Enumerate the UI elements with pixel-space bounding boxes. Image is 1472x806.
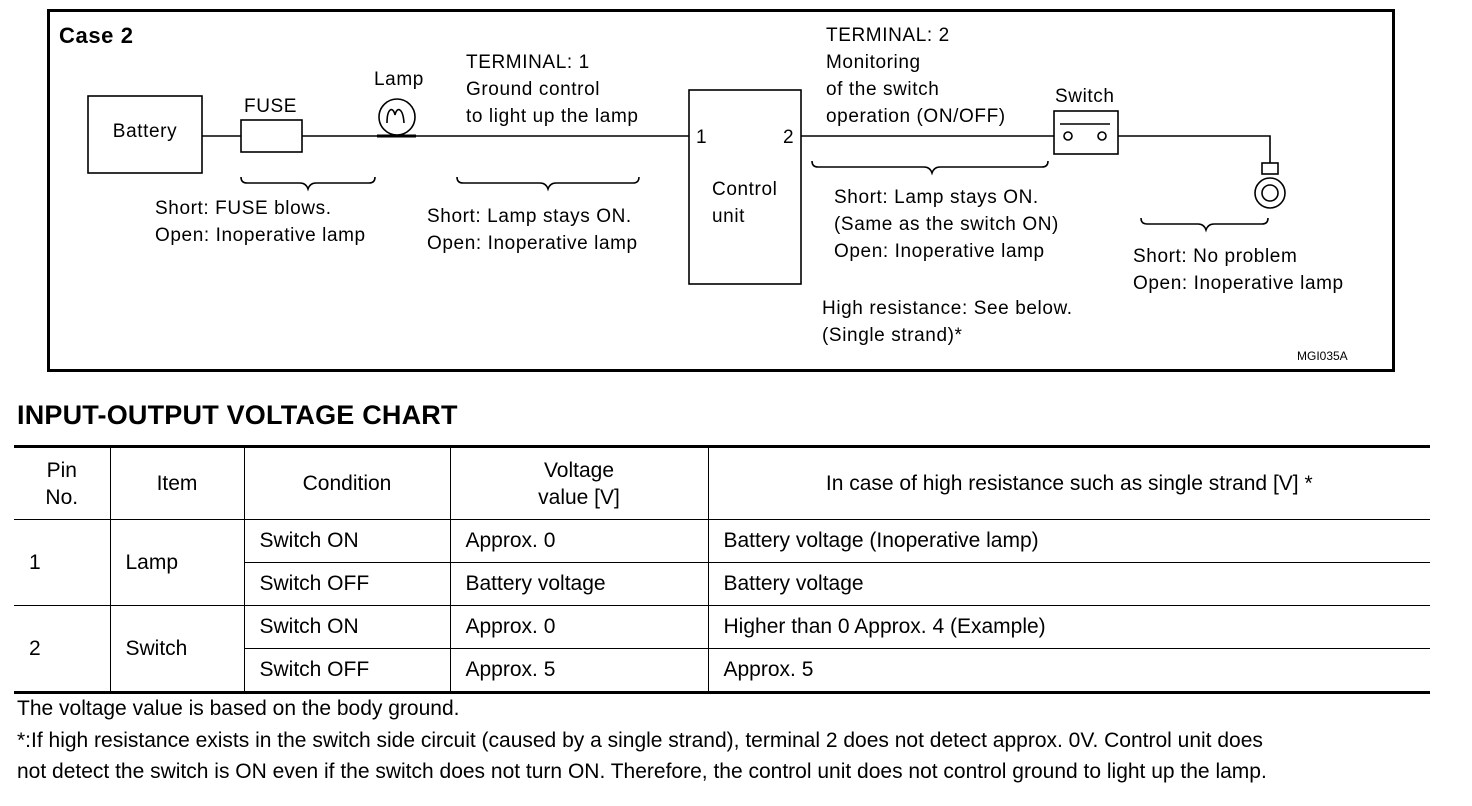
fuse-note-open: Open: Inoperative lamp: [155, 225, 366, 246]
cell-voltage: Approx. 5: [450, 649, 708, 693]
note-footnote-line1: *:If high resistance exists in the switch side circuit (caused by a single strand), terminal 2 does not detect approx. 0V. Control unit does: [17, 729, 1263, 752]
switch-wire-brace: [812, 161, 1048, 173]
header-high-resistance: In case of high resistance such as single strand [V] *: [708, 447, 1430, 520]
ground-note-short: Short: No problem: [1133, 246, 1298, 267]
control-unit-label: [712, 176, 777, 230]
switch-note-short: Short: Lamp stays ON.: [834, 187, 1039, 208]
cell-high-resistance: Approx. 5: [708, 649, 1430, 693]
switch-notes: [834, 184, 1059, 265]
ground-note-open: Open: Inoperative lamp: [1133, 273, 1344, 294]
terminal2-line2: Monitoring: [826, 52, 921, 73]
switch-label: Switch: [1055, 86, 1115, 107]
control-unit-line1: Control: [712, 179, 778, 200]
switch-icon: [1054, 111, 1118, 154]
header-pin: Pin No.: [14, 447, 110, 520]
voltage-chart-table: [14, 445, 1430, 694]
ground-notes: [1133, 243, 1344, 297]
battery-label: Battery: [112, 121, 178, 142]
header-item: Item: [110, 447, 244, 520]
table-row: [14, 606, 1430, 649]
cell-high-resistance: Battery voltage (Inoperative lamp): [708, 520, 1430, 563]
note-ground-basis: The voltage value is based on the body ground.: [17, 697, 460, 720]
terminal1-label: [466, 49, 639, 130]
cell-voltage: Approx. 0: [450, 606, 708, 649]
header-condition: Condition: [244, 447, 450, 520]
fuse-brace: [241, 177, 375, 189]
terminal2-line1: TERMINAL: 2: [826, 25, 950, 46]
cell-item: Lamp: [110, 520, 244, 606]
pin1-label: 1: [696, 127, 708, 148]
control-unit-line2: unit: [712, 206, 746, 227]
cell-high-resistance: Battery voltage: [708, 563, 1430, 606]
figure-id: MGI035A: [1297, 349, 1348, 363]
cell-pin: 2: [14, 606, 110, 693]
lamp-notes: [427, 203, 638, 257]
table-row: [14, 520, 1430, 563]
note-footnote-line2: not detect the switch is ON even if the switch does not turn ON. Therefore, the control unit does not control ground to light up the lamp.: [17, 760, 1267, 783]
case-title: Case 2: [59, 23, 134, 48]
lamp-note-short: Short: Lamp stays ON.: [427, 206, 632, 227]
cell-condition: Switch OFF: [244, 649, 450, 693]
ground-icon: [1255, 163, 1285, 208]
cell-condition: Switch ON: [244, 606, 450, 649]
lamp-label: Lamp: [374, 69, 424, 90]
fuse-symbol: [241, 120, 302, 152]
fuse-label: FUSE: [244, 96, 298, 117]
lamp-wire-brace: [457, 177, 639, 189]
cell-pin: 1: [14, 520, 110, 606]
cell-voltage: Battery voltage: [450, 563, 708, 606]
cell-condition: Switch OFF: [244, 563, 450, 606]
cell-item: Switch: [110, 606, 244, 693]
switch-note-open: Open: Inoperative lamp: [834, 241, 1045, 262]
pin2-label: 2: [783, 127, 795, 148]
terminal2-line3: of the switch: [826, 79, 940, 100]
high-resistance-line1: High resistance: See below.: [822, 298, 1073, 319]
header-voltage: Voltage value [V]: [450, 447, 708, 520]
cell-voltage: Approx. 0: [450, 520, 708, 563]
high-resistance-note: [822, 295, 1073, 349]
terminal1-line2: Ground control: [466, 79, 601, 100]
chart-title: INPUT-OUTPUT VOLTAGE CHART: [17, 400, 458, 430]
terminal2-line4: operation (ON/OFF): [826, 106, 1006, 127]
terminal1-line1: TERMINAL: 1: [466, 52, 590, 73]
fuse-note-short: Short: FUSE blows.: [155, 198, 332, 219]
lamp-note-open: Open: Inoperative lamp: [427, 233, 638, 254]
cell-condition: Switch ON: [244, 520, 450, 563]
cell-high-resistance: Higher than 0 Approx. 4 (Example): [708, 606, 1430, 649]
high-resistance-line2: (Single strand)*: [822, 325, 963, 346]
table-header-row: [14, 447, 1430, 520]
lamp-icon: [377, 99, 416, 136]
terminal2-label: [826, 22, 1006, 130]
terminal1-line3: to light up the lamp: [466, 106, 639, 127]
ground-brace: [1141, 218, 1268, 230]
fuse-notes: [155, 195, 366, 249]
switch-note-same: (Same as the switch ON): [834, 214, 1059, 235]
